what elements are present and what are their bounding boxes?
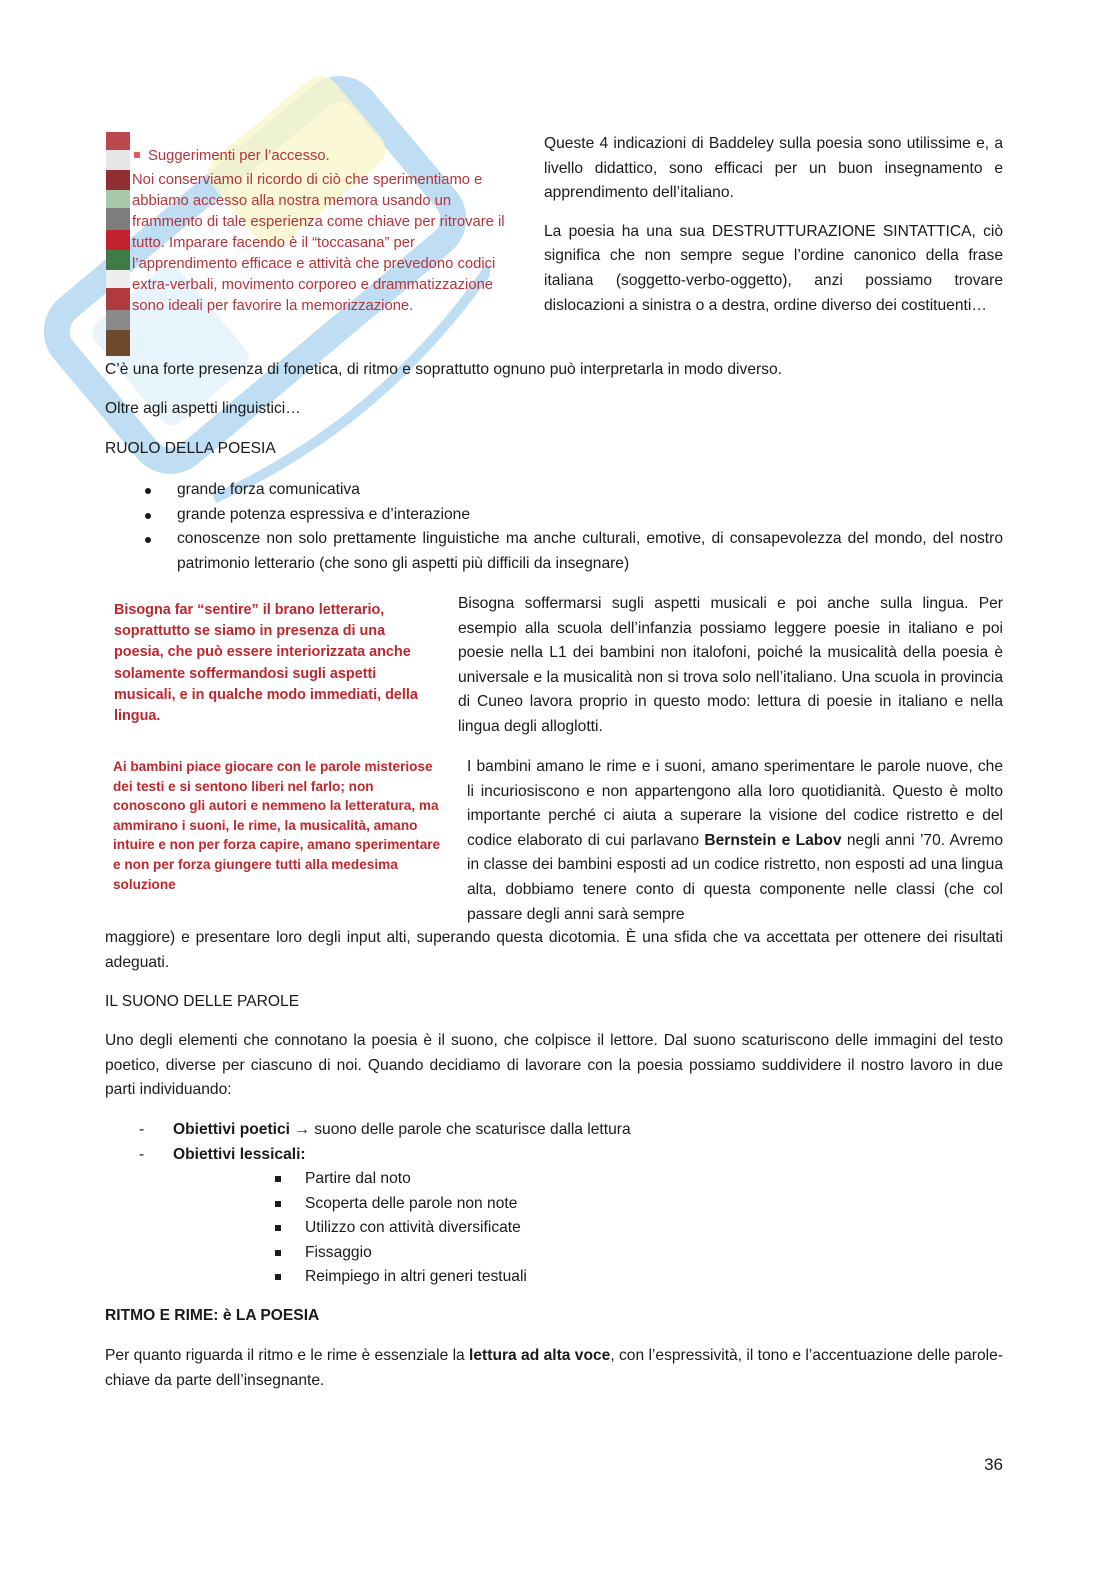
suono-heading: IL SUONO DELLE PAROLE: [105, 993, 300, 1010]
color-stripe: [106, 132, 130, 356]
destrutturazione-paragraph: La poesia ha una sua DESTRUTTURAZIONE SINTATTICA, ciò significa che non sempre segue l’ordine canonico della frase italiana (soggetto-verbo-oggetto), anzi possiamo trovare dislocazioni a sinistra o a destra, ordine diverso dei costituenti…: [544, 222, 1003, 314]
page-number: 36: [984, 1455, 1003, 1474]
suggerimenti-heading: Suggerimenti per l’accesso.: [148, 148, 330, 164]
right-column-top: [544, 132, 1003, 318]
red-quote-bambini: Ai bambini piace giocare con le parole misteriose dei testi e si sentono liberi nel farlo; non conoscono gli autori e nemmeno la letteratura, ma ammirano i suoni, le rime, la musicalità, amano intuire e non per forza capire, amano sperimentare e non per forza giungere tutti alla medesima soluzione: [113, 759, 441, 892]
ritmo-paragraph: Per quanto riguarda il ritmo e le rime è essenziale la lettura ad alta voce, con l’espressività, il tono e l’accentuazione delle parole-chiave da parte dell’insegnante.: [105, 1347, 1003, 1389]
list-item: Fissaggio: [105, 1241, 1003, 1266]
suggerimenti-image: [106, 132, 516, 356]
ruolo-list: [105, 478, 1003, 576]
bernstein-labov: Bernstein e Labov: [704, 831, 842, 849]
list-item: grande forza comunicativa: [105, 478, 1003, 503]
list-item: - Obiettivi lessicali:: [105, 1143, 1003, 1168]
oltre-paragraph: Oltre agli aspetti linguistici…: [105, 400, 301, 417]
list-item: conoscenze non solo prettamente linguistiche ma anche culturali, emotive, di consapevolezza del mondo, del nostro patrimonio letterario (che sono gli aspetti più difficili da insegnare): [105, 527, 1003, 576]
lettura-alta-voce: lettura ad alta voce: [469, 1347, 611, 1364]
suggerimenti-text: Noi conserviamo il ricordo di ciò che sperimentiamo e abbiamo accesso alla nostra memora usando un frammento di tale esperienza come chiave per ritrovare il tutto. Imparare facendo è il “toccasana” per l’apprendimento efficace e attività che prevedono codici extra-verbali, movimento corporeo e drammatizzazione sono ideali per favorire la memorizzazione.: [132, 172, 505, 314]
list-item: grande potenza espressiva e d’interazione: [105, 503, 1003, 528]
suono-paragraph: Uno degli elementi che connotano la poesia è il suono, che colpisce il lettore. Dal suono scaturiscono delle immagini del testo poetico, diverse per ciascuno di noi. Quando decidiamo di lavorare con la poesia possiamo suddividere il nostro lavoro in due parti individuando:: [105, 1032, 1003, 1099]
fonetica-paragraph: C’è una forte presenza di fonetica, di ritmo e soprattutto ognuno può interpretarla in modo diverso.: [105, 361, 782, 378]
obiettivi-list: [105, 1118, 1003, 1167]
list-item: Reimpiego in altri generi testuali: [105, 1265, 1003, 1290]
red-quote-sentire: Bisogna far “sentire” il brano letterario, soprattutto se siamo in presenza di una poesia, che può essere interiorizzata anche solamente soffermandosi sugli aspetti musicali, e in qualche modo immediati, della lingua.: [114, 602, 418, 725]
rime-paragraph: I bambini amano le rime e i suoni, amano sperimentare le parole nuove, che li incuriosiscono e non appartengono alla loro quotidianità. Questo è molto importante perché ci aiuta a superare la visione del codice ristretto e del codice elaborato di cui parlavano Bernstein e Labov negli anni ’70. Avremo in classe dei bambini esposti ad un codice ristretto, non esposti ad una lingua alta, dobbiamo tenere conto di questa componente nelle classi (che col passare degli anni sarà sempre: [467, 758, 1003, 923]
baddeley-paragraph: Queste 4 indicazioni di Baddeley sulla poesia sono utilissime e, a livello didattico, sono efficaci per un buon insegnamento e apprendimento dell’italiano.: [544, 135, 1003, 202]
list-item: Partire dal noto: [105, 1167, 1003, 1192]
list-item: Utilizzo con attività diversificate: [105, 1216, 1003, 1241]
ruolo-heading: RUOLO DELLA POESIA: [105, 440, 276, 457]
rime-paragraph-continued: maggiore) e presentare loro degli input alti, superando questa dicotomia. È una sfida che va accettata per ottenere dei risultati adeguati.: [105, 929, 1003, 971]
list-item: Scoperta delle parole non note: [105, 1192, 1003, 1217]
arrow-icon: →: [294, 1121, 310, 1138]
obiettivi-lessicali-list: [105, 1167, 1003, 1290]
musicali-paragraph: Bisogna soffermarsi sugli aspetti musicali e poi anche sulla lingua. Per esempio alla scuola dell’infanzia possiamo leggere poesie in italiano e poi poesie nella L1 dei bambini non italofoni, poiché la musicalità della poesia è universale e la musicalità non si trova solo nell’italiano. Una scuola in provincia di Cuneo lavora proprio in questo modo: lettura di poesie in italiano e nella lingua degli alloglotti.: [458, 595, 1003, 735]
list-item: - Obiettivi poetici → suono delle parole che scaturisce dalla lettura: [105, 1118, 1003, 1143]
ritmo-heading: RITMO E RIME: è LA POESIA: [105, 1307, 320, 1324]
